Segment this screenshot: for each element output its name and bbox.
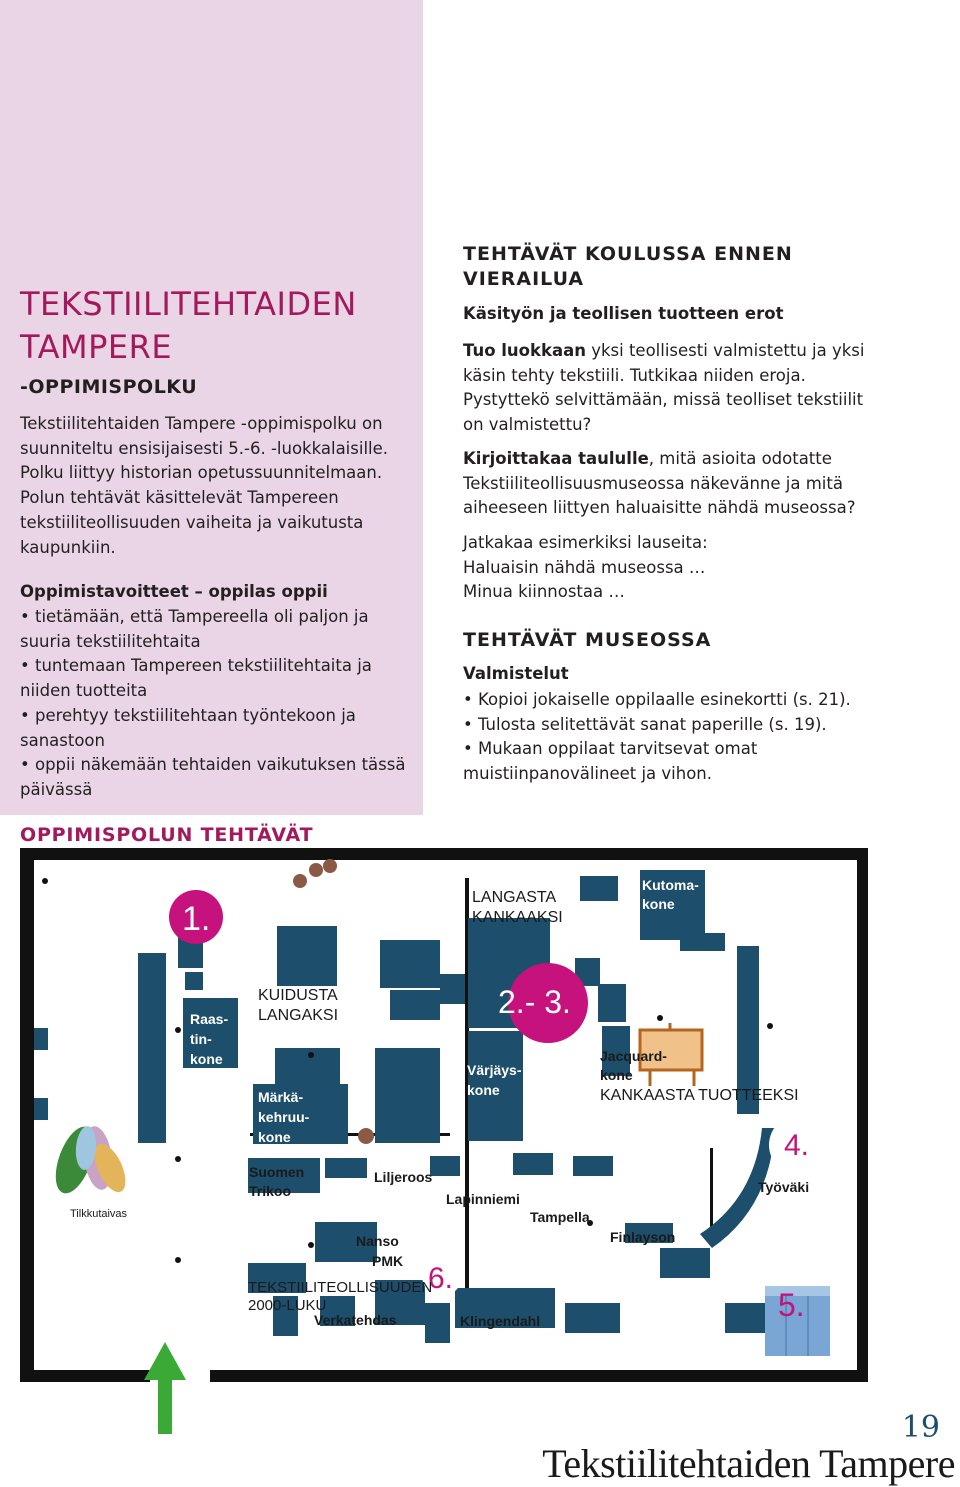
exhibit-block xyxy=(565,1303,620,1333)
label-nanso: Nanso xyxy=(356,1233,399,1249)
exhibit-block xyxy=(680,933,725,951)
exhibit-block xyxy=(580,876,618,901)
exhibit-block xyxy=(598,984,626,1022)
label-tampella: Tampella xyxy=(530,1209,590,1225)
label-jacquard-1: Jacquard- xyxy=(600,1048,667,1064)
station-5-label: 5. xyxy=(778,1287,805,1323)
preparation-item: • Mukaan oppilaat tarvitsevat omat muistiinpanovälineet ja vihon. xyxy=(463,737,868,786)
page-subtitle: -OPPIMISPOLKU xyxy=(20,376,198,398)
goal-item: • oppii näkemään tehtaiden vaikutuksen tässä päivässä xyxy=(20,753,415,802)
station-4-label: 4. xyxy=(784,1129,810,1162)
school-tasks-subheading: Käsityön ja teollisen tuotteen erot xyxy=(463,304,784,323)
label-langasta: LANGASTA xyxy=(472,889,557,906)
label-kuidusta: KUIDUSTA xyxy=(258,987,338,1004)
label-kankaaksi: KANKAAKSI xyxy=(472,909,563,926)
station-1-label: 1. xyxy=(182,900,211,938)
station-2-3-label: 2.- 3. xyxy=(498,984,571,1020)
station-6-label: 6. xyxy=(428,1262,454,1295)
goals-list xyxy=(20,605,415,803)
goal-item: • tietämään, että Tampereella oli paljon ja suuria tekstiilitehtaita xyxy=(20,605,415,654)
label-langaksi: LANGAKSI xyxy=(258,1007,339,1024)
museum-floor-map xyxy=(20,848,868,1382)
page-title xyxy=(20,283,410,369)
label-kutoma: Kutoma- xyxy=(642,877,699,893)
label-tyovaki: Työväki xyxy=(758,1179,810,1195)
page-number: 19 xyxy=(901,1410,940,1445)
footer-title: Tekstiilitehtaiden Tampere xyxy=(542,1441,955,1486)
label-varjays-2: kone xyxy=(467,1082,500,1098)
task-2-text: , mitä asioita odotatte Tekstiiliteollisuusmuseossa näkevänne ja mitä aiheeseen liittyen haluaisitte nähdä museossa? xyxy=(463,449,856,518)
label-markakehruu-2: kehruu- xyxy=(258,1109,310,1125)
label-teollisuus-2: 2000-LUKU xyxy=(248,1297,327,1314)
preparation-item: • Kopioi jokaiselle oppilaalle esinekortti (s. 21). xyxy=(463,688,868,713)
task-3-line-2: Haluaisin nähdä museossa … xyxy=(463,557,706,577)
preparation-item: • Tulosta selitettävät sanat paperille (s. 19). xyxy=(463,713,868,738)
task-paragraph-2 xyxy=(463,447,883,521)
label-raastin-1: Raas- xyxy=(190,1011,229,1027)
label-klingendahl: Klingendahl xyxy=(460,1313,541,1329)
exhibit-block xyxy=(390,990,440,1020)
exhibit-block xyxy=(375,1048,440,1143)
label-kone: kone xyxy=(642,896,675,912)
label-lapinniemi: Lapinniemi xyxy=(446,1191,520,1207)
label-finlayson: Finlayson xyxy=(610,1229,676,1245)
task-1-text: yksi teollisesti valmistettu ja yksi käsin tehty tekstiili. Tutkikaa niiden eroja. Pystyttekö selvittämään, missä teolliset tekstiilit on valmistettu? xyxy=(463,341,865,435)
exhibit-block xyxy=(573,1156,613,1176)
task-3-line-3: Minua kiinnostaa … xyxy=(463,582,625,602)
task-1-bold: Tuo luokkaan xyxy=(463,341,586,360)
preparations-list xyxy=(463,688,868,787)
label-markakehruu-3: kone xyxy=(258,1129,291,1145)
goal-item: • perehtyy tekstiilitehtaan työntekoon ja sanastoon xyxy=(20,704,415,753)
exhibit-block xyxy=(138,953,166,1143)
label-kankaasta: KANKAASTA TUOTTEEKSI xyxy=(600,1087,799,1104)
label-trikoo: Trikoo xyxy=(249,1183,292,1199)
label-tilkkutaivas: Tilkkutaivas xyxy=(70,1208,128,1220)
exhibit-block xyxy=(440,974,465,1004)
title-line-1: TEKSTIILITEHTAIDEN xyxy=(20,285,357,323)
exhibit-block xyxy=(425,1303,450,1343)
label-markakehruu-1: Märkä- xyxy=(258,1089,304,1105)
map-heading: OPPIMISPOLUN TEHTÄVÄT xyxy=(20,824,314,846)
preparations-heading: Valmistelut xyxy=(463,664,569,683)
exhibit-block xyxy=(660,1248,710,1278)
exhibit-block xyxy=(513,1153,553,1175)
label-raastin-3: kone xyxy=(190,1051,223,1067)
map-divider-wall xyxy=(710,1148,713,1238)
task-2-bold: Kirjoittakaa taululle xyxy=(463,449,649,468)
school-tasks-heading: TEHTÄVÄT KOULUSSA ENNEN VIERAILUA xyxy=(463,243,793,290)
label-teollisuus-1: TEKSTIILITEOLLISUUDEN xyxy=(248,1279,433,1296)
task-3-line-1: Jatkakaa esimerkiksi lauseita: xyxy=(463,533,708,552)
task-paragraph-1 xyxy=(463,339,883,438)
intro-paragraph: Tekstiilitehtaiden Tampere -oppimispolku on suunniteltu ensisijaisesti 5.-6. -luokkalaisille. Polku liittyy historian opetussuunnitelmaan. Polun tehtävät käsittelevät Tampereen tekstiiliteollisuuden vaiheita ja vaikutusta kaupunkiin. xyxy=(20,414,389,557)
exhibit-block xyxy=(34,1098,48,1120)
exhibit-block xyxy=(185,972,203,990)
label-suomen: Suomen xyxy=(249,1164,305,1180)
exhibit-block xyxy=(380,940,440,988)
label-pmk: PMK xyxy=(372,1253,404,1269)
label-raastin-2: tin- xyxy=(190,1031,212,1047)
label-liljeroos: Liljeroos xyxy=(374,1169,433,1185)
goals-heading: Oppimistavoitteet – oppilas oppii xyxy=(20,582,328,601)
exhibit-block xyxy=(277,926,337,986)
task-paragraph-3 xyxy=(463,531,883,605)
exhibit-block xyxy=(430,1156,460,1176)
museum-tasks-heading: TEHTÄVÄT MUSEOSSA xyxy=(463,629,712,651)
exhibit-block xyxy=(34,1028,48,1050)
goal-item: • tuntemaan Tampereen tekstiilitehtaita ja niiden tuotteita xyxy=(20,654,415,703)
label-jacquard-2: kone xyxy=(600,1067,633,1083)
title-line-2: TAMPERE xyxy=(20,328,173,366)
entrance-arrow-icon xyxy=(140,1338,190,1438)
label-verkatehdas: Verkatehdas xyxy=(314,1312,397,1328)
label-varjays-1: Värjäys- xyxy=(467,1062,522,1078)
exhibit-block xyxy=(325,1158,367,1178)
